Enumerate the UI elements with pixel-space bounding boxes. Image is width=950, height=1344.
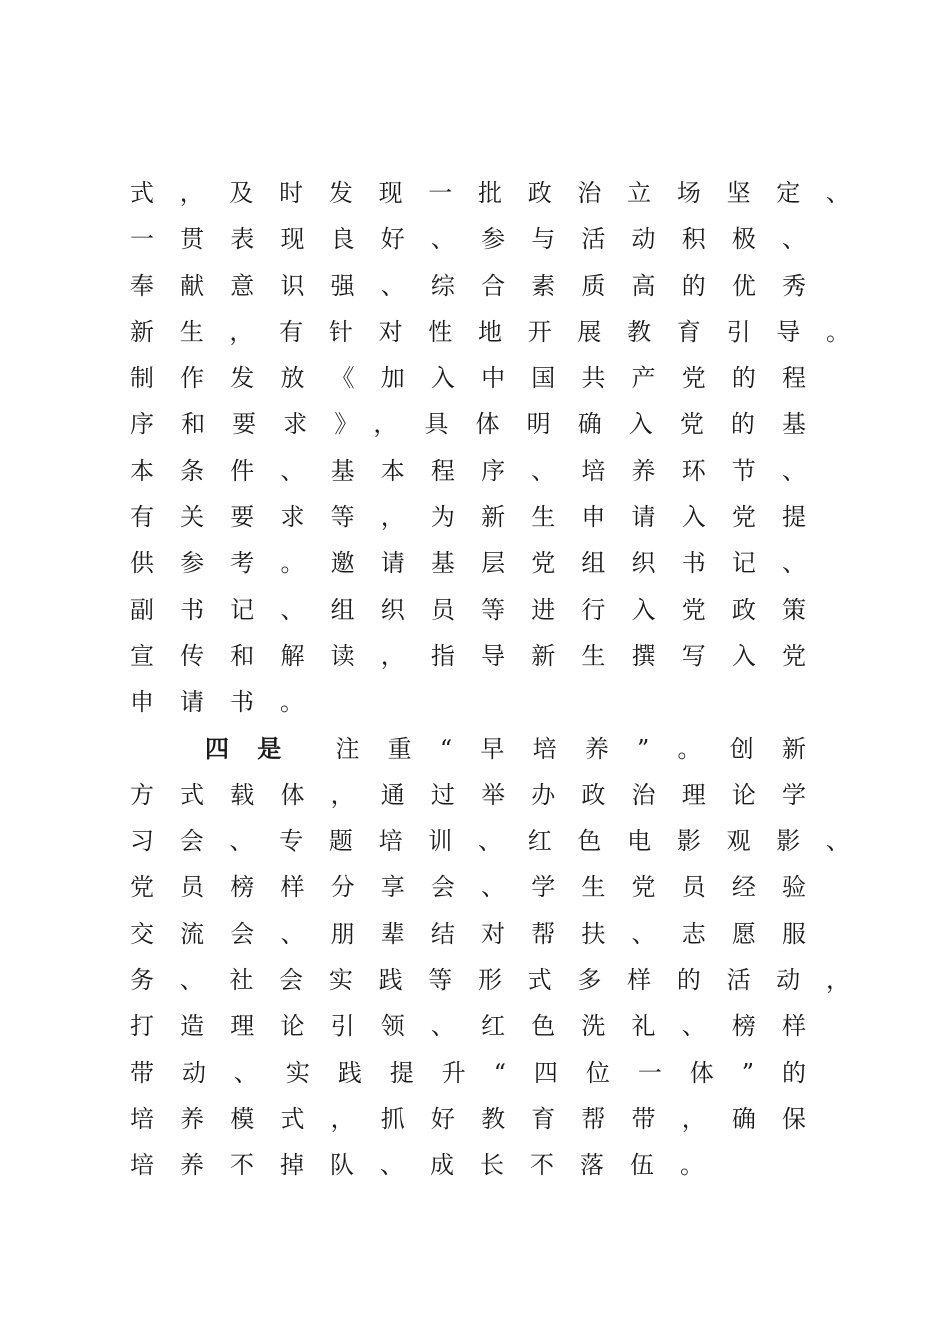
text-line: 党员榜样分享会、学生党员经验: [130, 873, 806, 902]
text-line: 带动、实践提升“四位一体”的: [130, 1058, 806, 1087]
text-line: 习会、专题培训、红色电影观影、: [130, 827, 850, 856]
body-text: [130, 170, 850, 1189]
text-line: 序和要求》，具体明确入党的基: [130, 410, 806, 439]
text-line: 培养模式，抓好教育帮带，确保: [130, 1104, 806, 1133]
text-line: 方式载体，通过举办政治理论学: [130, 780, 806, 809]
text-line: 供参考。邀请基层党组织书记、: [130, 549, 806, 578]
text-line: 奉献意识强、综合素质高的优秀: [130, 271, 806, 300]
text-line: 副书记、组织员等进行入党政策: [130, 595, 806, 624]
text-line: 申请书。: [130, 688, 330, 717]
text-line: 打造理论引领、红色洗礼、榜样: [130, 1012, 806, 1041]
lead-bold-text: 四是: [205, 733, 310, 763]
text-line: 务、社会实践等形式多样的活动，: [130, 966, 850, 995]
text-line: 制作发放《加入中国共产党的程: [130, 364, 806, 393]
paragraph-lead-line: [130, 726, 806, 772]
text-line: 式，及时发现一批政治立场坚定、: [130, 179, 850, 207]
text-line: 培养不掉队、成长不落伍。: [130, 1151, 730, 1180]
text-line: 本条件、基本程序、培养环节、: [130, 456, 806, 485]
text-line: 一贯表现良好、参与活动积极、: [130, 225, 806, 254]
lead-rest-text: 注重“早培养”。创新: [335, 734, 806, 763]
text-line: 有关要求等，为新生申请入党提: [130, 503, 806, 532]
text-line: 交流会、朋辈结对帮扶、志愿服: [130, 919, 806, 948]
text-line: 新生，有针对性地开展教育引导。: [130, 317, 850, 346]
text-line: 宣传和解读，指导新生撰写入党: [130, 641, 806, 670]
